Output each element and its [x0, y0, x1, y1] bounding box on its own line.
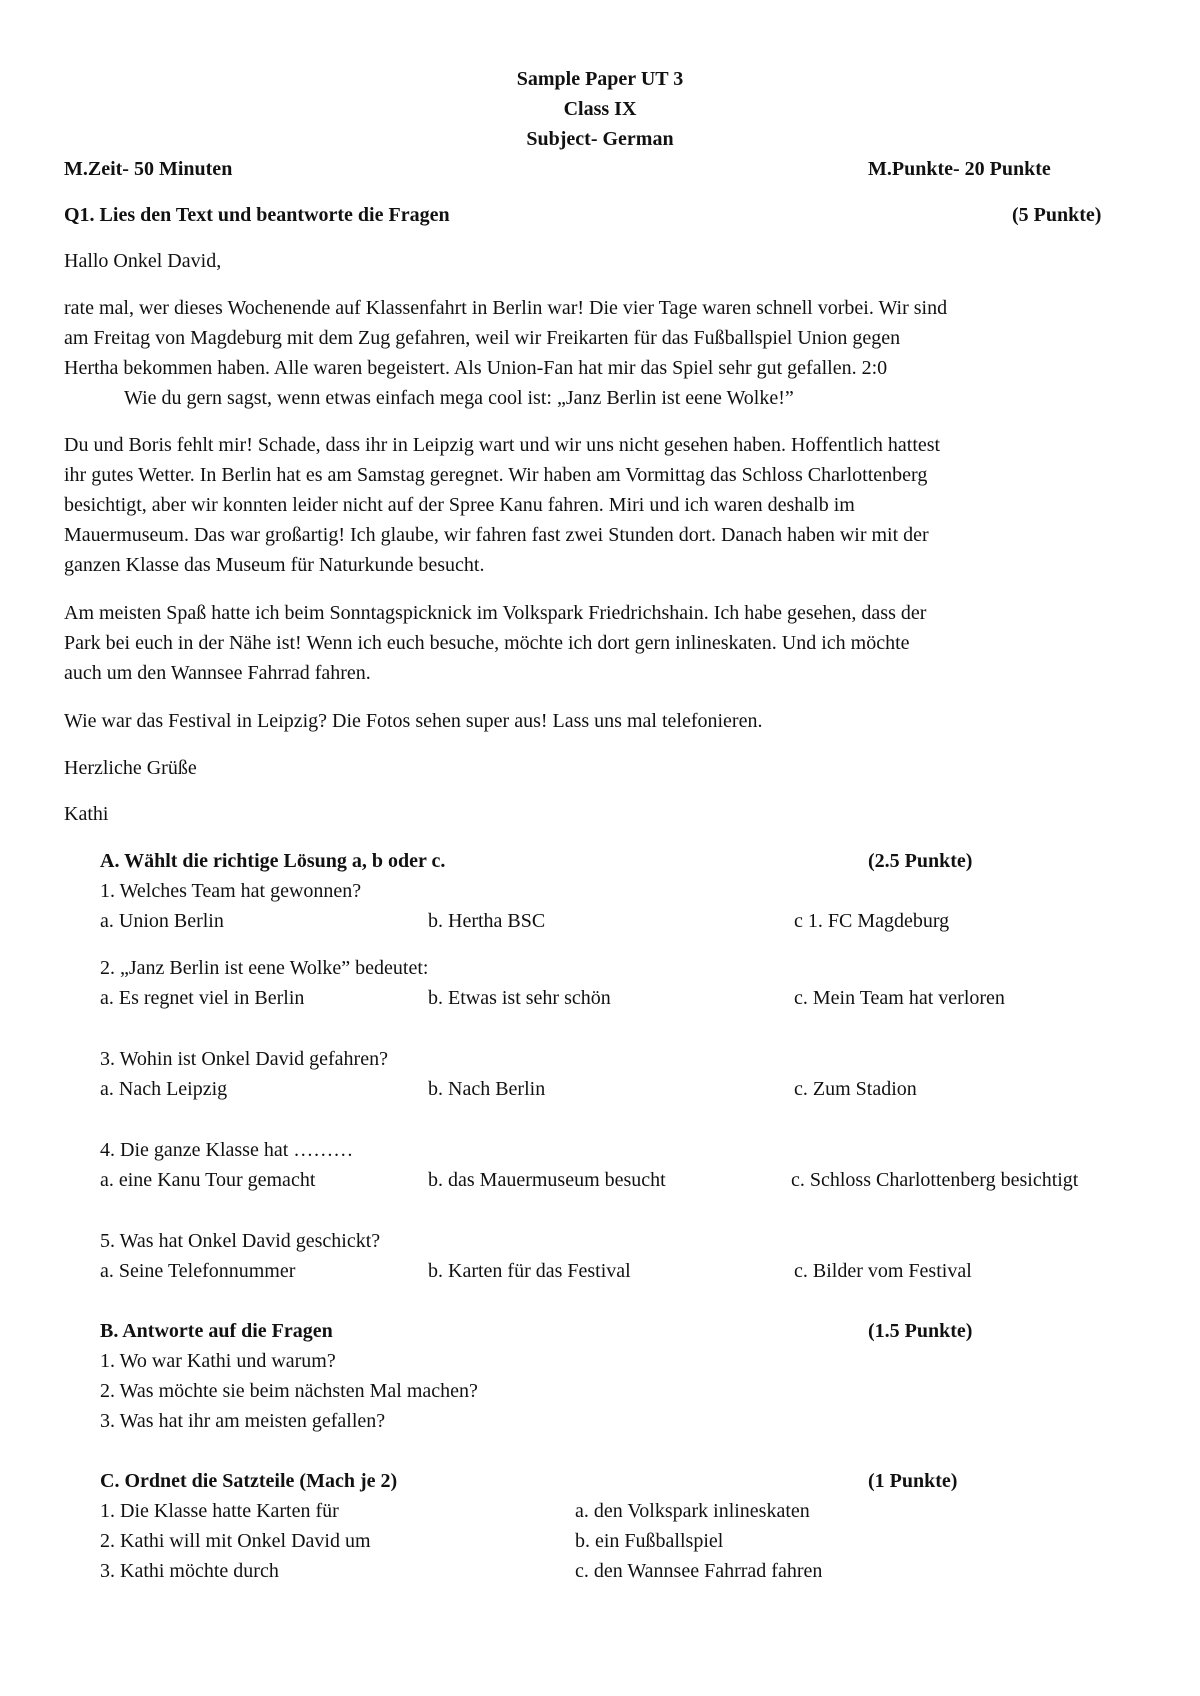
question-a4: 4. Die ganze Klasse hat ……… [100, 1139, 354, 1161]
section-a-points: (2.5 Punkte) [868, 850, 973, 872]
section-c-heading: C. Ordnet die Satzteile (Mach je 2) [100, 1470, 398, 1492]
option-a: a. eine Kanu Tour gemacht [100, 1169, 316, 1191]
text-line: Wie du gern sagst, wenn etwas einfach mega cool ist: „Janz Berlin ist eene Wolke!” [124, 387, 794, 409]
match-right-a: a. den Volkspark inlineskaten [575, 1500, 810, 1522]
letter-paragraph-2 [64, 430, 1124, 580]
class-label: Class IX [563, 98, 637, 120]
section-a-heading: A. Wählt die richtige Lösung a, b oder c. [100, 850, 446, 872]
time-limit: M.Zeit- 50 Minuten [64, 158, 233, 180]
option-b: b. Etwas ist sehr schön [428, 987, 611, 1009]
option-a: a. Union Berlin [100, 910, 224, 932]
match-left-2: 2. Kathi will mit Onkel David um [100, 1530, 371, 1552]
match-right-b: b. ein Fußballspiel [575, 1530, 724, 1552]
option-b: b. Nach Berlin [428, 1078, 546, 1100]
q1-points: (5 Punkte) [1012, 204, 1102, 226]
text-line: am Freitag von Magdeburg mit dem Zug gefahren, weil wir Freikarten für das Fußballspiel Union gegen [64, 327, 901, 349]
letter-closing: Herzliche Grüße [64, 757, 197, 779]
question-b2: 2. Was möchte sie beim nächsten Mal machen? [100, 1380, 478, 1402]
match-left-1: 1. Die Klasse hatte Karten für [100, 1500, 339, 1522]
option-c: c. Bilder vom Festival [794, 1260, 972, 1282]
max-points: M.Punkte- 20 Punkte [868, 158, 1051, 180]
text-line: besichtigt, aber wir konnten leider nicht auf der Spree Kanu fahren. Miri und ich waren deshalb im [64, 494, 855, 516]
letter-paragraph-1 [64, 293, 1124, 413]
option-c: c 1. FC Magdeburg [794, 910, 950, 932]
question-b3: 3. Was hat ihr am meisten gefallen? [100, 1410, 386, 1432]
text-line: Du und Boris fehlt mir! Schade, dass ihr in Leipzig wart und wir uns nicht gesehen haben. Hoffentlich hattest [64, 434, 941, 456]
question-b1: 1. Wo war Kathi und warum? [100, 1350, 336, 1372]
q1-heading: Q1. Lies den Text und beantworte die Fragen [64, 204, 450, 226]
option-a: a. Nach Leipzig [100, 1078, 228, 1100]
text-line: Park bei euch in der Nähe ist! Wenn ich euch besuche, möchte ich dort gern inlineskaten. Und ich möchte [64, 632, 910, 654]
text-line: ihr gutes Wetter. In Berlin hat es am Samstag geregnet. Wir haben am Vormittag das Schloss Charlottenberg [64, 464, 928, 486]
question-a5: 5. Was hat Onkel David geschickt? [100, 1230, 381, 1252]
question-a3: 3. Wohin ist Onkel David gefahren? [100, 1048, 388, 1070]
match-left-3: 3. Kathi möchte durch [100, 1560, 279, 1582]
text-line: Mauermuseum. Das war großartig! Ich glaube, wir fahren fast zwei Stunden dort. Danach haben wir mit der [64, 524, 929, 546]
letter-paragraph-3 [64, 598, 1124, 688]
text-line: Am meisten Spaß hatte ich beim Sonntagspicknick im Volkspark Friedrichshain. Ich habe gesehen, dass der [64, 602, 927, 624]
option-b: b. Hertha BSC [428, 910, 546, 932]
text-line: Hertha bekommen haben. Alle waren begeistert. Als Union-Fan hat mir das Spiel sehr gut gefallen. 2:0 [64, 357, 888, 379]
option-c: c. Zum Stadion [794, 1078, 917, 1100]
section-b-points: (1.5 Punkte) [868, 1320, 973, 1342]
letter-signature: Kathi [64, 803, 109, 825]
text-line: auch um den Wannsee Fahrrad fahren. [64, 662, 371, 684]
option-c: c. Schloss Charlottenberg besichtigt [791, 1169, 1079, 1191]
option-b: b. das Mauermuseum besucht [428, 1169, 666, 1191]
match-right-c: c. den Wannsee Fahrrad fahren [575, 1560, 823, 1582]
option-b: b. Karten für das Festival [428, 1260, 631, 1282]
text-line: ganzen Klasse das Museum für Naturkunde besucht. [64, 554, 485, 576]
question-a1: 1. Welches Team hat gewonnen? [100, 880, 362, 902]
section-c-points: (1 Punkte) [868, 1470, 958, 1492]
section-b-heading: B. Antworte auf die Fragen [100, 1320, 333, 1342]
subject-label: Subject- German [526, 128, 674, 150]
option-c: c. Mein Team hat verloren [794, 987, 1005, 1009]
letter-greeting: Hallo Onkel David, [64, 250, 222, 272]
letter-paragraph-4: Wie war das Festival in Leipzig? Die Fotos sehen super aus! Lass uns mal telefonieren. [64, 710, 763, 732]
option-a: a. Seine Telefonnummer [100, 1260, 296, 1282]
question-a2: 2. „Janz Berlin ist eene Wolke” bedeutet: [100, 957, 429, 979]
text-line: rate mal, wer dieses Wochenende auf Klassenfahrt in Berlin war! Die vier Tage waren schnell vorbei. Wir sind [64, 297, 948, 319]
option-a: a. Es regnet viel in Berlin [100, 987, 305, 1009]
paper-title: Sample Paper UT 3 [516, 68, 684, 90]
